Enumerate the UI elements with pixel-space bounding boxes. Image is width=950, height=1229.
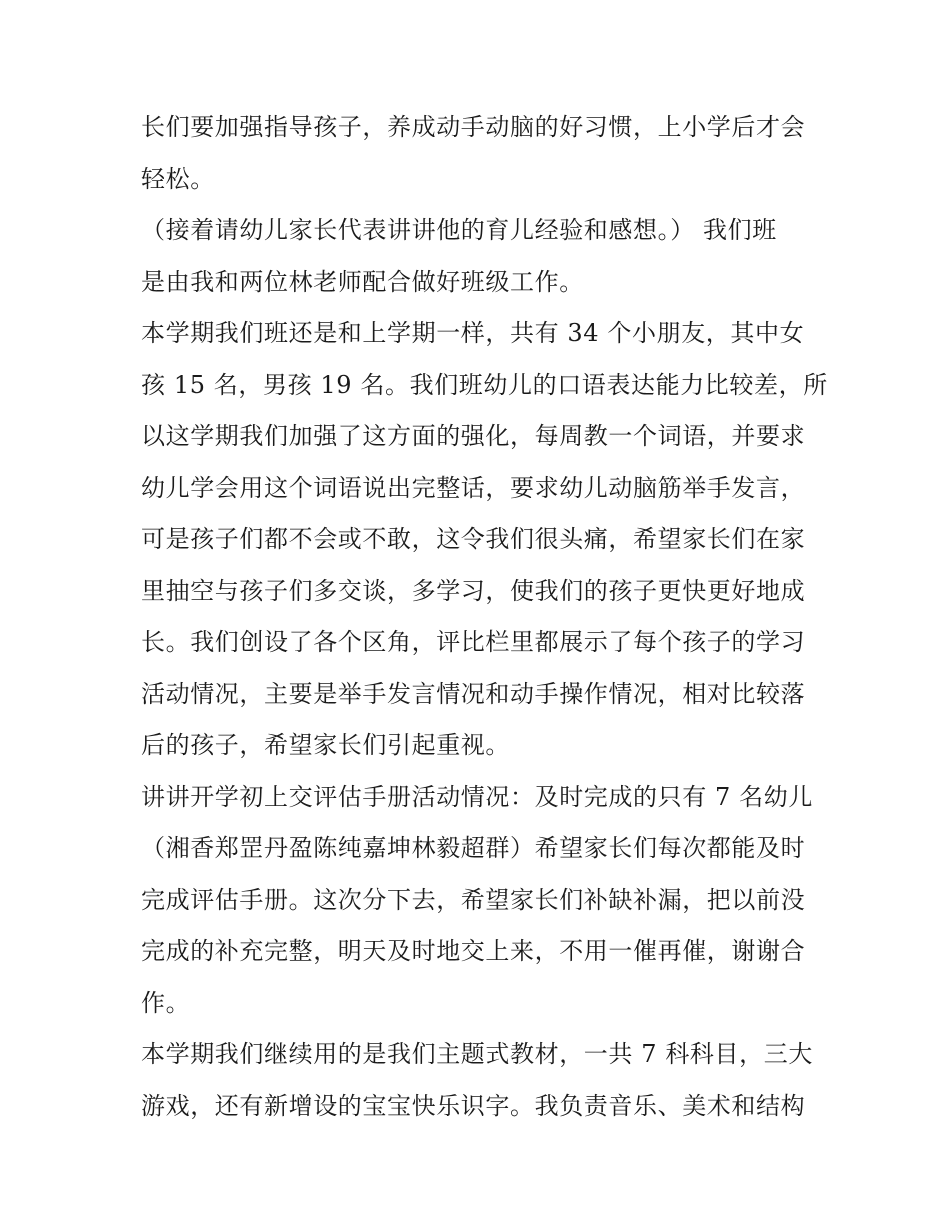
text-line: （湘香郑罡丹盈陈纯嘉坤林毅超群）希望家长们每次都能及时 — [141, 834, 806, 862]
text-line: 轻松。 — [141, 164, 215, 193]
text-line: 可是孩子们都不会或不敢，这令我们很头痛，希望家长们在家 — [141, 525, 806, 553]
text-line: 游戏，还有新增设的宝宝快乐识字。我负责音乐、美术和结构 — [141, 1091, 806, 1120]
text-line: 里抽空与孩子们多交谈，多学习，使我们的孩子更快更好地成 — [141, 576, 806, 605]
text-line: 完成的补充完整，明天及时地交上来，不用一催再催，谢谢合 — [141, 937, 806, 965]
text-line: 以这学期我们加强了这方面的强化，每周教一个词语，并要求 — [141, 422, 806, 450]
text-line: 后的孩子，希望家长们引起重视。 — [141, 731, 510, 759]
document-body — [141, 102, 828, 1132]
text-line: 长。我们创设了各个区角，评比栏里都展示了每个孩子的学习 — [141, 628, 806, 656]
text-line: 作。 — [141, 988, 191, 1017]
text-line: 长们要加强指导孩子，养成动手动脑的好习惯，上小学后才会 — [141, 113, 806, 141]
text-line: 完成评估手册。这次分下去，希望家长们补缺补漏，把以前没 — [141, 885, 806, 914]
text-line: 活动情况，主要是举手发言情况和动手操作情况，相对比较落 — [141, 679, 806, 708]
text-line: 幼儿学会用这个词语说出完整话，要求幼儿动脑筋举手发言， — [141, 473, 806, 502]
text-line: （接着请幼儿家长代表讲讲他的育儿经验和感想。） 我们班 — [141, 216, 777, 244]
text-line: 是由我和两位林老师配合做好班级工作。 — [141, 267, 584, 296]
text-line: 本学期我们继续用的是我们主题式教材，一共 7 科科目，三大 — [141, 1040, 813, 1068]
text-line: 本学期我们班还是和上学期一样，共有 34 个小朋友，其中女 — [141, 319, 805, 347]
text-line: 孩 15 名，男孩 19 名。我们班幼儿的口语表达能力比较差，所 — [141, 370, 828, 399]
text-line: 讲讲开学初上交评估手册活动情况：及时完成的只有 7 名幼儿 — [141, 782, 813, 811]
